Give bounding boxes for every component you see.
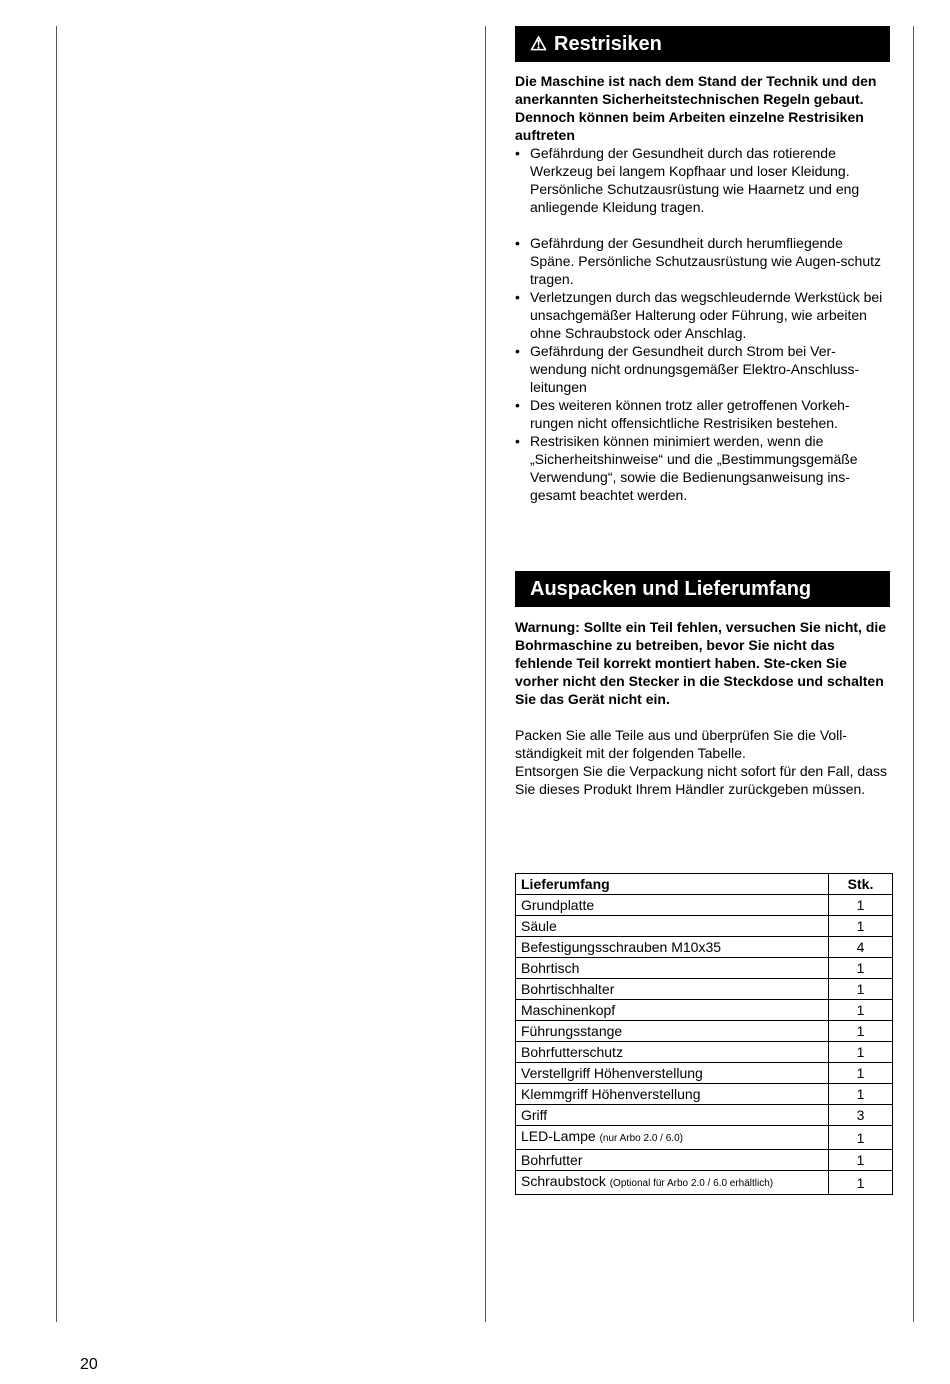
column-rule-middle bbox=[485, 26, 486, 1322]
table-row: LED-Lampe (nur Arbo 2.0 / 6.0) 1 bbox=[516, 1126, 893, 1150]
section-heading bbox=[515, 26, 890, 62]
section-auspacken bbox=[515, 571, 890, 798]
column-rule-left bbox=[56, 26, 57, 1322]
list-item: • Gefährdung der Gesundheit durch das rotierende Werkzeug bei langem Kopfhaar und loser Kleidung. Persönliche Schutzausrüstung wie Haarnetz und eng anliegende Kleidung tragen. bbox=[515, 145, 860, 215]
unpack-text: Packen Sie alle Teile aus und überprüfen Sie die Voll-ständigkeit mit der folgenden Tabelle. bbox=[515, 727, 848, 761]
table-row: Verstellgriff Höhenverstellung 1 bbox=[516, 1063, 893, 1084]
heading-text: Auspacken und Lieferumfang bbox=[530, 578, 812, 600]
table-header-row bbox=[516, 874, 893, 895]
table-row: Bohrtisch 1 bbox=[516, 958, 893, 979]
table-row: Griff 3 bbox=[516, 1105, 893, 1126]
table-row: Klemmgriff Höhenverstellung 1 bbox=[516, 1084, 893, 1105]
warning-triangle-icon: ⚠ bbox=[530, 34, 548, 55]
header-item: Lieferumfang bbox=[516, 874, 829, 895]
delivery-scope-table bbox=[515, 873, 893, 1195]
heading-text: Restrisiken bbox=[554, 33, 662, 55]
list-item: • Gefährdung der Gesundheit durch Strom bei Ver-wendung nicht ordnungsgemäßer Elektro-Anschluss-leitungen bbox=[515, 343, 860, 395]
table-row: Grundplatte 1 bbox=[516, 895, 893, 916]
list-item: • Restrisiken können minimiert werden, wenn die „Sicherheitshinweise“ und die „Bestimmungsgemäße Verwendung“, sowie die Bedienungsanweisung ins-gesamt beachtet werden. bbox=[515, 433, 858, 503]
packaging-text: Entsorgen Sie die Verpackung nicht sofort für den Fall, dass Sie dieses Produkt Ihrem Händler zurückgeben müssen. bbox=[515, 763, 887, 797]
section-heading bbox=[515, 571, 890, 607]
list-item: • Des weiteren können trotz aller getroffenen Vorkeh-rungen nicht offensichtliche Restrisiken bestehen. bbox=[515, 397, 850, 431]
column-rule-right bbox=[913, 26, 914, 1322]
section-restrisiken bbox=[515, 26, 890, 504]
risk-list bbox=[515, 144, 890, 504]
warning-text: Warnung: Sollte ein Teil fehlen, versuchen Sie nicht, die Bohrmaschine zu betreiben, bevor Sie nicht das fehlende Teil korrekt montiert haben. Ste-cken Sie vorher nicht den Stecker in die Steckdose und schalten Sie das Gerät nicht ein. bbox=[515, 619, 887, 707]
list-item: • Gefährdung der Gesundheit durch herumfliegende Späne. Persönliche Schutzausrüstung wie Augen-schutz tragen. bbox=[515, 235, 881, 287]
table-row: Säule 1 bbox=[516, 916, 893, 937]
list-item: • Verletzungen durch das wegschleudernde Werkstück bei unsachgemäßer Halterung oder Führung, wie arbeiten ohne Schraubstock oder Anschlag. bbox=[515, 289, 883, 341]
table-row: Bohrtischhalter 1 bbox=[516, 979, 893, 1000]
table-row: Bohrfutterschutz 1 bbox=[516, 1042, 893, 1063]
table-row: Befestigungsschrauben M10x35 4 bbox=[516, 937, 893, 958]
table-row: Maschinenkopf 1 bbox=[516, 1000, 893, 1021]
page-number: 20 bbox=[80, 1356, 98, 1373]
header-qty: Stk. bbox=[829, 874, 893, 895]
intro-text: Die Maschine ist nach dem Stand der Technik und den anerkannten Sicherheitstechnischen Regeln gebaut. Dennoch können beim Arbeiten einzelne Restrisiken auftreten bbox=[515, 73, 877, 143]
table-row: Schraubstock (Optional für Arbo 2.0 / 6.0 erhältlich) 1 bbox=[516, 1171, 893, 1195]
table-row: Bohrfutter 1 bbox=[516, 1150, 893, 1171]
table-row: Führungsstange 1 bbox=[516, 1021, 893, 1042]
